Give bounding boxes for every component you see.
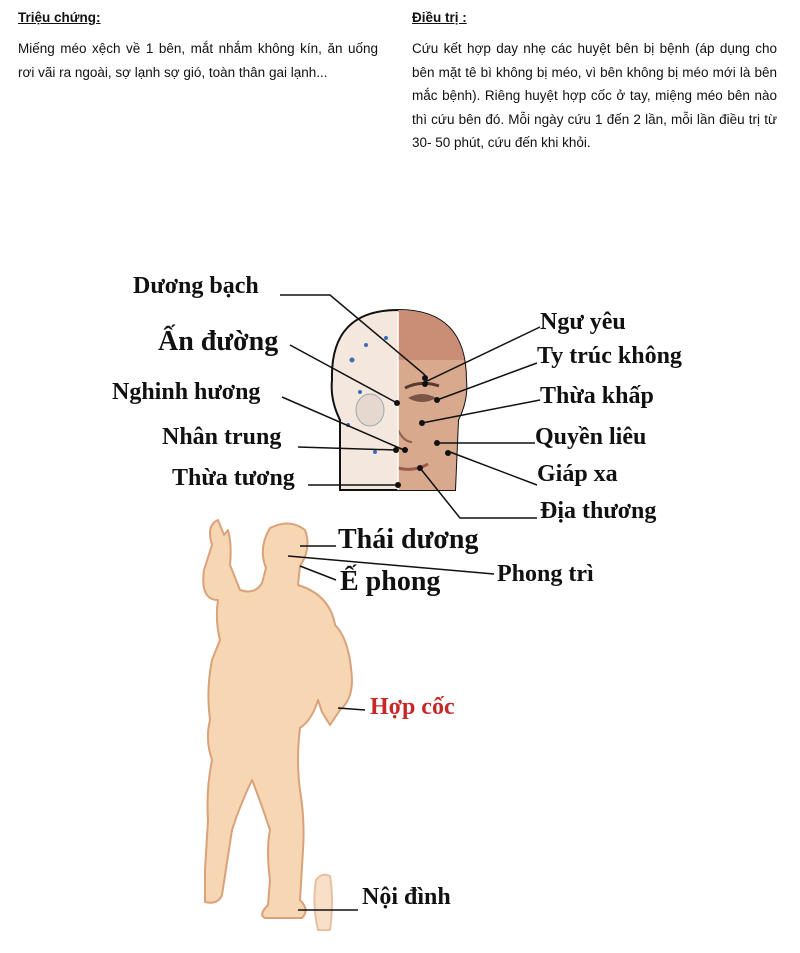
label-an-duong: Ấn đường (158, 326, 279, 357)
label-duong-bach: Dương bạch (133, 273, 259, 299)
label-e-phong: Ế phong (340, 566, 441, 597)
label-quyen-lieu: Quyền liêu (535, 424, 647, 450)
label-giap-xa: Giáp xa (537, 461, 618, 487)
label-thua-khap: Thừa khấp (540, 383, 654, 409)
label-nghinh-huong: Nghinh hương (112, 379, 261, 405)
body-figure (203, 520, 352, 930)
label-nhan-trung: Nhân trung (162, 424, 282, 450)
symptoms-heading: Triệu chứng: (18, 10, 101, 25)
label-ngu-yeu: Ngư yêu (540, 309, 626, 335)
face-diagram (332, 300, 478, 500)
label-phong-tri: Phong trì (497, 561, 594, 587)
symptoms-text: Miếng méo xệch về 1 bên, mắt nhắm không kín, ăn uống rơi vãi ra ngoài, sợ lạnh sợ gió, toàn thân gai lạnh... (18, 41, 378, 80)
label-dia-thuong: Địa thương (540, 498, 657, 524)
label-thai-duong: Thái dương (338, 524, 479, 555)
label-ty-truc-khong: Ty trúc không (537, 343, 682, 369)
label-hop-coc: Hợp cốc (370, 694, 455, 720)
treatment-heading: Điều trị : (412, 10, 467, 25)
label-thua-tuong: Thừa tương (172, 465, 295, 491)
label-noi-dinh: Nội đình (362, 884, 451, 910)
treatment-text: Cứu kết hợp day nhẹ các huyệt bên bị bệnh (áp dụng cho bên mặt tê bì không bị méo, vì bên không bị méo mới là bên mắc bệnh). Riêng huyệt hợp cốc ở tay, miệng méo bên nào thì cứu bên đó. Mỗi ngày cứu 1 đến 2 lần, mỗi lần điều trị từ 30- 50 phút, cứu đến khi khỏi. (412, 41, 777, 150)
